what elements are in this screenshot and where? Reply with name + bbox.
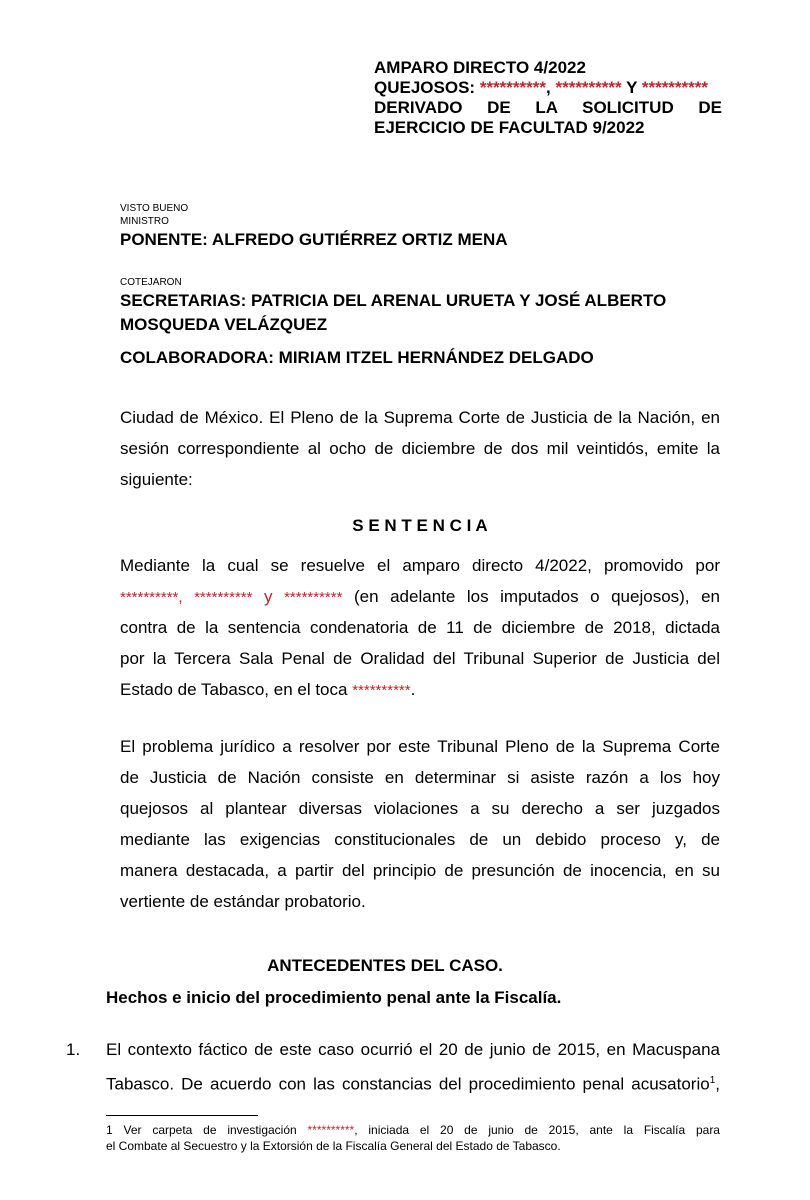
conjunction: y <box>264 587 273 606</box>
visto-bueno: VISTO BUENO <box>120 203 189 214</box>
intro-line-2: sesión correspondiente al ocho de diciembre de dos mil veintidós, emite la <box>120 439 720 458</box>
ponente: PONENTE: ALFREDO GUTIÉRREZ ORTIZ MENA <box>120 230 508 249</box>
redacted-name-1: ********** <box>479 78 546 97</box>
case-number: AMPARO DIRECTO 4/2022 <box>374 58 586 77</box>
resolution-line-5 <box>120 674 720 705</box>
item-1-line-1: El contexto fáctico de este caso ocurrió el 20 de junio de 2015, en Macuspana <box>106 1040 720 1059</box>
problem-line-6: vertiente de estándar probatorio. <box>120 892 366 911</box>
intro-paragraph <box>120 402 720 495</box>
derived-line-2: EJERCICIO DE FACULTAD 9/2022 <box>374 118 645 137</box>
secretarias-line-2: MOSQUEDA VELÁZQUEZ <box>120 315 328 334</box>
redacted-name-3: ********** <box>641 78 709 97</box>
secretarias <box>120 289 720 337</box>
redacted-name-3: ********** <box>284 589 343 606</box>
footnote-text-b: , iniciada el 20 de junio de 2015, ante la Fiscalía para <box>354 1123 720 1137</box>
redacted-name-1: **********, <box>120 589 183 606</box>
sentencia-title: S E N T E N C I A <box>352 516 488 535</box>
hechos-title: Hechos e inicio del procedimiento penal ante la Fiscalía. <box>106 988 562 1007</box>
item-1-line-2-text: Tabasco. De acuerdo con las constancias del procedimiento penal acusatorio <box>106 1074 710 1094</box>
redacted-toca: ********** <box>352 682 411 699</box>
footnote-divider <box>106 1115 258 1116</box>
cotejaron-label: COTEJARON <box>120 277 182 288</box>
redacted-name-2: ********** <box>194 589 253 606</box>
intro-line-1: Ciudad de México. El Pleno de la Suprema Corte de Justicia de la Nación, en <box>120 408 720 427</box>
resolution-line-2-text: (en adelante los imputados o quejosos), en <box>353 587 720 606</box>
problem-paragraph <box>120 731 720 917</box>
footnote-number: 1 <box>106 1123 113 1137</box>
resolution-paragraph <box>120 550 720 705</box>
conjunction: Y <box>626 78 638 97</box>
resolution-line-1: Mediante la cual se resuelve el amparo directo 4/2022, promovido por <box>120 556 720 575</box>
footnote-ref[interactable]: 1 <box>709 1075 716 1086</box>
secretarias-line-1: SECRETARIAS: PATRICIA DEL ARENAL URUETA Y JOSÉ ALBERTO <box>120 291 667 310</box>
antecedentes-title: ANTECEDENTES DEL CASO. <box>267 956 503 975</box>
redacted-name-2: ********** <box>555 78 622 97</box>
item-1-text <box>106 1034 720 1096</box>
item-1-line-2 <box>106 1065 720 1096</box>
intro-line-3: siguiente: <box>120 470 193 489</box>
problem-line-3: quejosos al plantear diversas violaciones a su derecho a ser juzgados <box>120 799 720 818</box>
resolution-line-3: contra de la sentencia condenatoria de 11 de diciembre de 2018, dictada <box>120 618 720 637</box>
problem-line-5: manera destacada, a partir del principio de presunción de inocencia, en su <box>120 861 720 880</box>
comma: , <box>546 78 551 97</box>
resolution-line-5-text: Estado de Tabasco, en el toca <box>120 680 348 699</box>
problem-line-4: mediante las exigencias constitucionales de un debido proceso y, de <box>120 830 720 849</box>
plaintiffs-label: QUEJOSOS: <box>374 78 476 97</box>
derived-line-1: DERIVADO DE LA SOLICITUD DE <box>374 98 722 117</box>
redacted-carpeta: ********** <box>307 1123 355 1137</box>
problem-line-2: de Justicia de Nación consiste en determinar si asiste razón a los hoy <box>120 768 720 787</box>
resolution-line-2 <box>120 581 720 612</box>
footnote <box>106 1122 720 1154</box>
plaintiffs-line <box>374 78 722 98</box>
case-header <box>374 58 722 138</box>
ministro-label: MINISTRO <box>120 216 169 227</box>
comma: , <box>715 1074 720 1094</box>
footnote-line-1 <box>106 1122 720 1138</box>
period: . <box>410 680 416 699</box>
item-number: 1. <box>66 1040 81 1059</box>
resolution-line-4: por la Tercera Sala Penal de Oralidad del Tribunal Superior de Justicia del <box>120 649 720 668</box>
problem-line-1: El problema jurídico a resolver por este Tribunal Pleno de la Suprema Corte <box>120 737 720 756</box>
footnote-line-2: el Combate al Secuestro y la Extorsión de la Fiscalía General del Estado de Tabasco. <box>106 1139 561 1153</box>
footnote-text-a: Ver carpeta de investigación <box>123 1123 297 1137</box>
colaboradora: COLABORADORA: MIRIAM ITZEL HERNÁNDEZ DELGADO <box>120 348 594 367</box>
